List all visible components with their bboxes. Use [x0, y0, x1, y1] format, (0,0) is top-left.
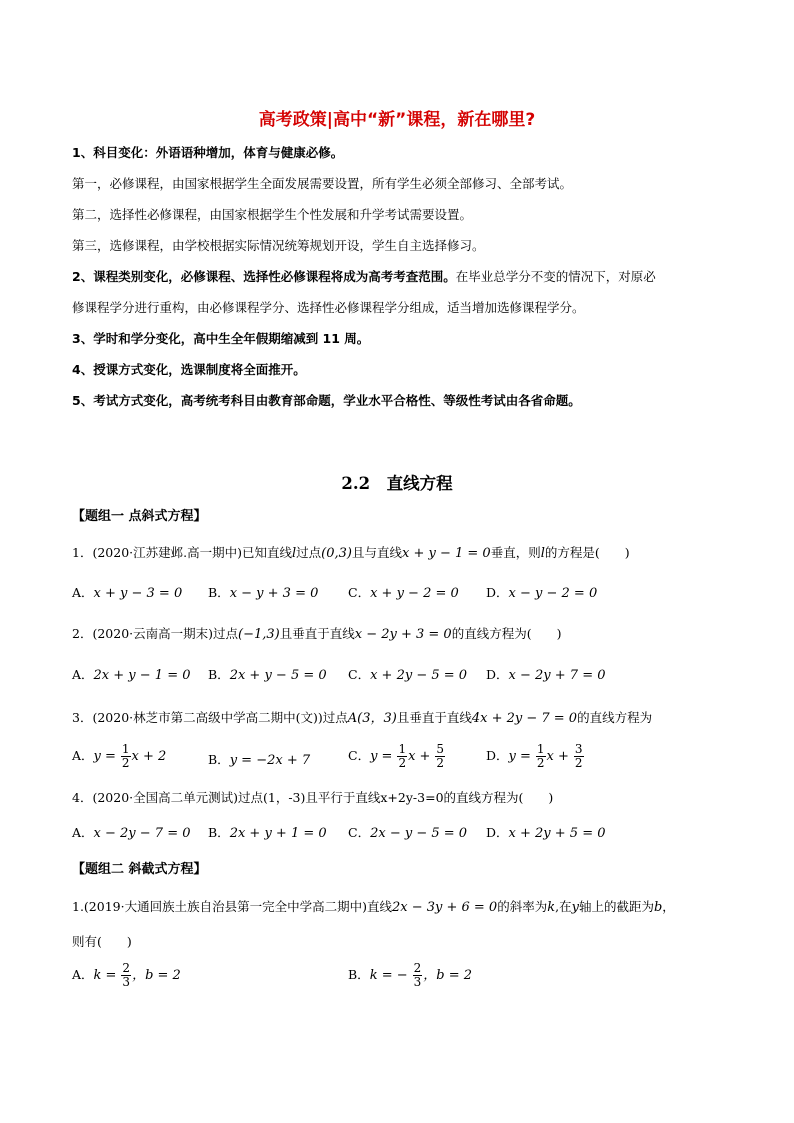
- q1-option-d: D．x − y − 2 = 0: [486, 585, 598, 601]
- q2-option-d: D．x − 2y + 7 = 0: [486, 667, 606, 683]
- fraction: $\frac{1}{2}$: [121, 742, 130, 770]
- q2-option-b: B．2x + y − 5 = 0: [208, 667, 327, 683]
- question-4-stem: 4．(2020·全国高二单元测试)过点(1，-3)且平行于直线x+2y-3=0的直线方程为( ): [72, 790, 554, 805]
- group2-heading: 【题组二 斜截式方程】: [72, 862, 207, 877]
- section-title: 2.2 直线方程: [341, 474, 453, 493]
- group1-heading: 【题组一 点斜式方程】: [72, 509, 207, 524]
- intro-line-8: 4、授课方式变化，选课制度将全面推开。: [72, 362, 306, 377]
- fraction: $\frac{3}{2}$: [574, 742, 583, 770]
- q2-option-a: A．2x + y − 1 = 0: [72, 667, 191, 683]
- fraction: $\frac{2}{3}$: [122, 961, 131, 989]
- q4-option-d: D．x + 2y + 5 = 0: [486, 825, 606, 841]
- intro-line-3: 第二，选择性必修课程，由国家根据学生个性发展和升学考试需要设置。: [72, 207, 473, 222]
- q4-option-a: A．x − 2y − 7 = 0: [72, 825, 191, 841]
- q1-option-c: C．x + y − 2 = 0: [348, 585, 459, 601]
- q3-option-c: C．y = $\frac{1}{2}$ x + $\frac{5}{2}$: [348, 742, 445, 770]
- intro-line-2: 第一，必修课程，由国家根据学生全面发展需要设置，所有学生必须全部修习、全部考试。: [72, 176, 573, 191]
- q1-option-a: A．x + y − 3 = 0: [72, 585, 183, 601]
- intro-line-6: 修课程学分进行重构，由必修课程学分、选择性必修课程学分组成，适当增加选修课程学分。: [72, 300, 585, 315]
- question-3-stem: 3．(2020·林芝市第二高级中学高二期中(文))过点A(3，3)且垂直于直线4x + 2y − 7 = 0的直线方程为: [72, 710, 653, 726]
- g2q1-option-a: A．k = $\frac{2}{3}$ ，b = 2: [72, 961, 181, 989]
- q4-option-c: C．2x − y − 5 = 0: [348, 825, 468, 841]
- intro-line-4: 第三，选修课程，由学校根据实际情况统筹规划开设，学生自主选择修习。: [72, 238, 485, 253]
- intro-line-7: 3、学时和学分变化，高中生全年假期缩减到 11 周。: [72, 331, 370, 346]
- intro-line-9: 5、考试方式变化，高考统考科目由教育部命题，学业水平合格性、等级性考试由各省命题。: [72, 393, 581, 408]
- fraction: $\frac{1}{2}$: [536, 742, 545, 770]
- fraction: $\frac{1}{2}$: [398, 742, 407, 770]
- g2q1-option-b: B．k = − $\frac{2}{3}$ ，b = 2: [348, 961, 473, 989]
- intro-line-5: 2、课程类别变化，必修课程、选择性必修课程将成为高考考查范围。在毕业总学分不变的情况下，对原必: [72, 269, 656, 284]
- q2-option-c: C．x + 2y − 5 = 0: [348, 667, 468, 683]
- fraction: $\frac{5}{2}$: [436, 742, 445, 770]
- q3-option-b: B．y = −2x + 7: [208, 752, 311, 768]
- q1-option-b: B．x − y + 3 = 0: [208, 585, 319, 601]
- intro-line-1: 1、科目变化：外语语种增加，体育与健康必修。: [72, 145, 344, 160]
- fraction: $\frac{2}{3}$: [413, 961, 422, 989]
- group2-question-1-stem-cont: 则有( ): [72, 934, 132, 949]
- question-1-stem: 1．(2020·江苏建邺.高一期中)已知直线l过点(0,3)且与直线x + y − 1 = 0垂直，则l的方程是( ): [72, 545, 630, 561]
- page-title: 高考政策|高中“新”课程，新在哪里?: [258, 110, 536, 130]
- q3-option-d: D．y = $\frac{1}{2}$ x + $\frac{3}{2}$: [486, 742, 583, 770]
- q3-option-a: A．y = $\frac{1}{2}$ x + 2: [72, 742, 167, 770]
- group2-question-1-stem: 1.(2019·大通回族土族自治县第一完全中学高二期中)直线2x − 3y + 6 = 0的斜率为k,在y轴上的截距为b，: [72, 899, 675, 915]
- question-2-stem: 2．(2020·云南高一期末)过点(−1,3)且垂直于直线x − 2y + 3 = 0的直线方程为( ): [72, 626, 562, 642]
- q4-option-b: B．2x + y + 1 = 0: [208, 825, 327, 841]
